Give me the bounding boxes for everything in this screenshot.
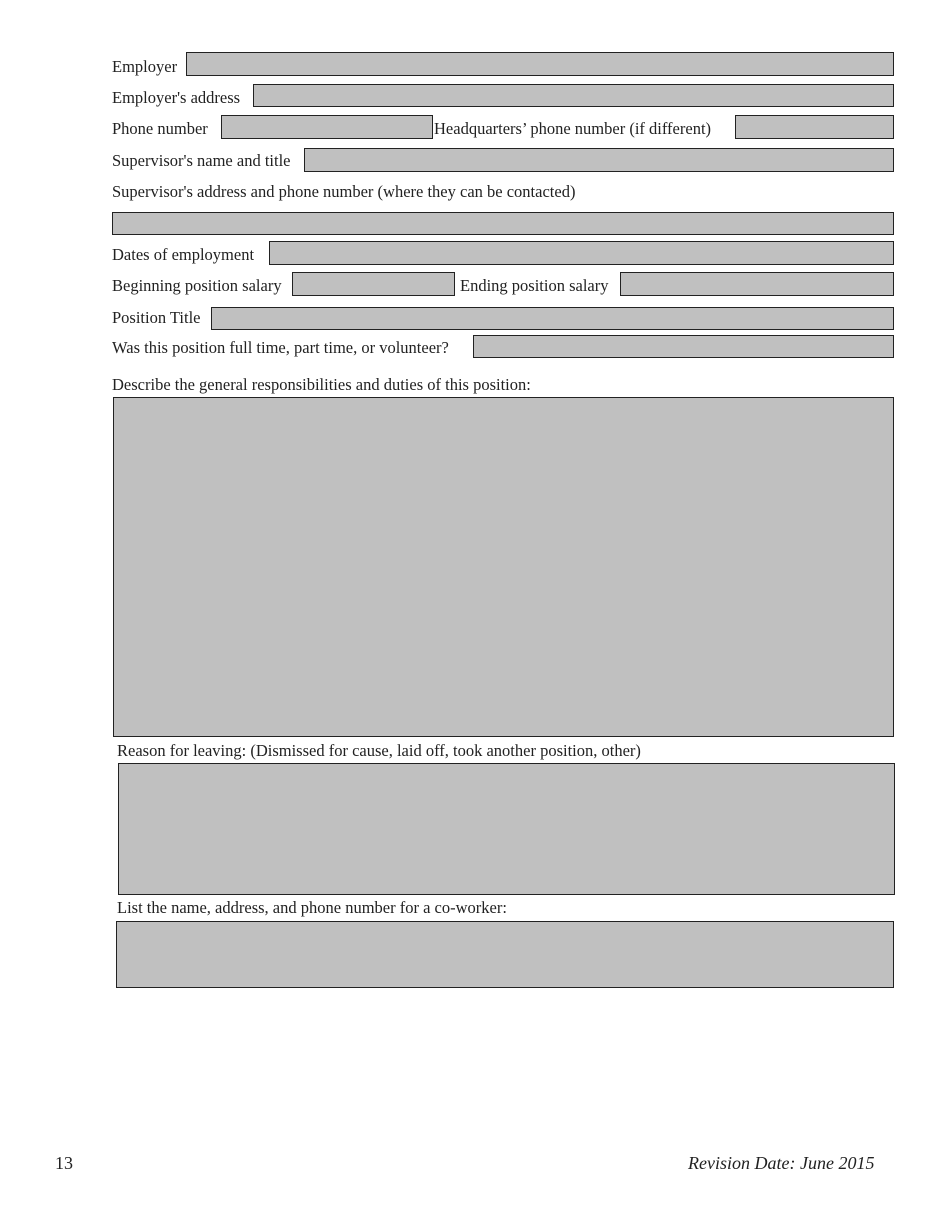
begin-salary-field[interactable]	[292, 272, 455, 296]
phone-field[interactable]	[221, 115, 433, 139]
duties-textarea[interactable]	[113, 397, 894, 737]
position-title-label: Position Title	[112, 308, 201, 327]
dates-field[interactable]	[269, 241, 894, 265]
dates-label: Dates of employment	[112, 245, 255, 264]
position-type-field[interactable]	[473, 335, 894, 358]
employer-field[interactable]	[186, 52, 894, 76]
supervisor-label: Supervisor's name and title	[112, 151, 291, 170]
supervisor-contact-field[interactable]	[112, 212, 894, 235]
coworker-label: List the name, address, and phone number for a co-worker:	[117, 898, 507, 917]
employer-address-label: Employer's address	[112, 88, 241, 107]
supervisor-contact-label: Supervisor's address and phone number (where they can be contacted)	[112, 182, 576, 201]
coworker-textarea[interactable]	[116, 921, 894, 988]
position-title-field[interactable]	[211, 307, 894, 330]
begin-salary-label: Beginning position salary	[112, 276, 282, 295]
page-number: 13	[55, 1153, 73, 1173]
leaving-label: Reason for leaving: (Dismissed for cause, laid off, took another position, other)	[117, 741, 641, 760]
employer-label: Employer	[112, 57, 178, 76]
leaving-textarea[interactable]	[118, 763, 895, 895]
position-type-label: Was this position full time, part time, or volunteer?	[112, 338, 449, 357]
revision-date: Revision Date: June 2015	[688, 1153, 875, 1173]
end-salary-label: Ending position salary	[460, 276, 609, 295]
hq-phone-field[interactable]	[735, 115, 894, 139]
end-salary-field[interactable]	[620, 272, 894, 296]
supervisor-field[interactable]	[304, 148, 894, 172]
hq-phone-label: Headquarters’ phone number (if different)	[434, 119, 712, 138]
phone-label: Phone number	[112, 119, 208, 138]
employer-address-field[interactable]	[253, 84, 894, 107]
duties-label: Describe the general responsibilities and duties of this position:	[112, 375, 531, 394]
